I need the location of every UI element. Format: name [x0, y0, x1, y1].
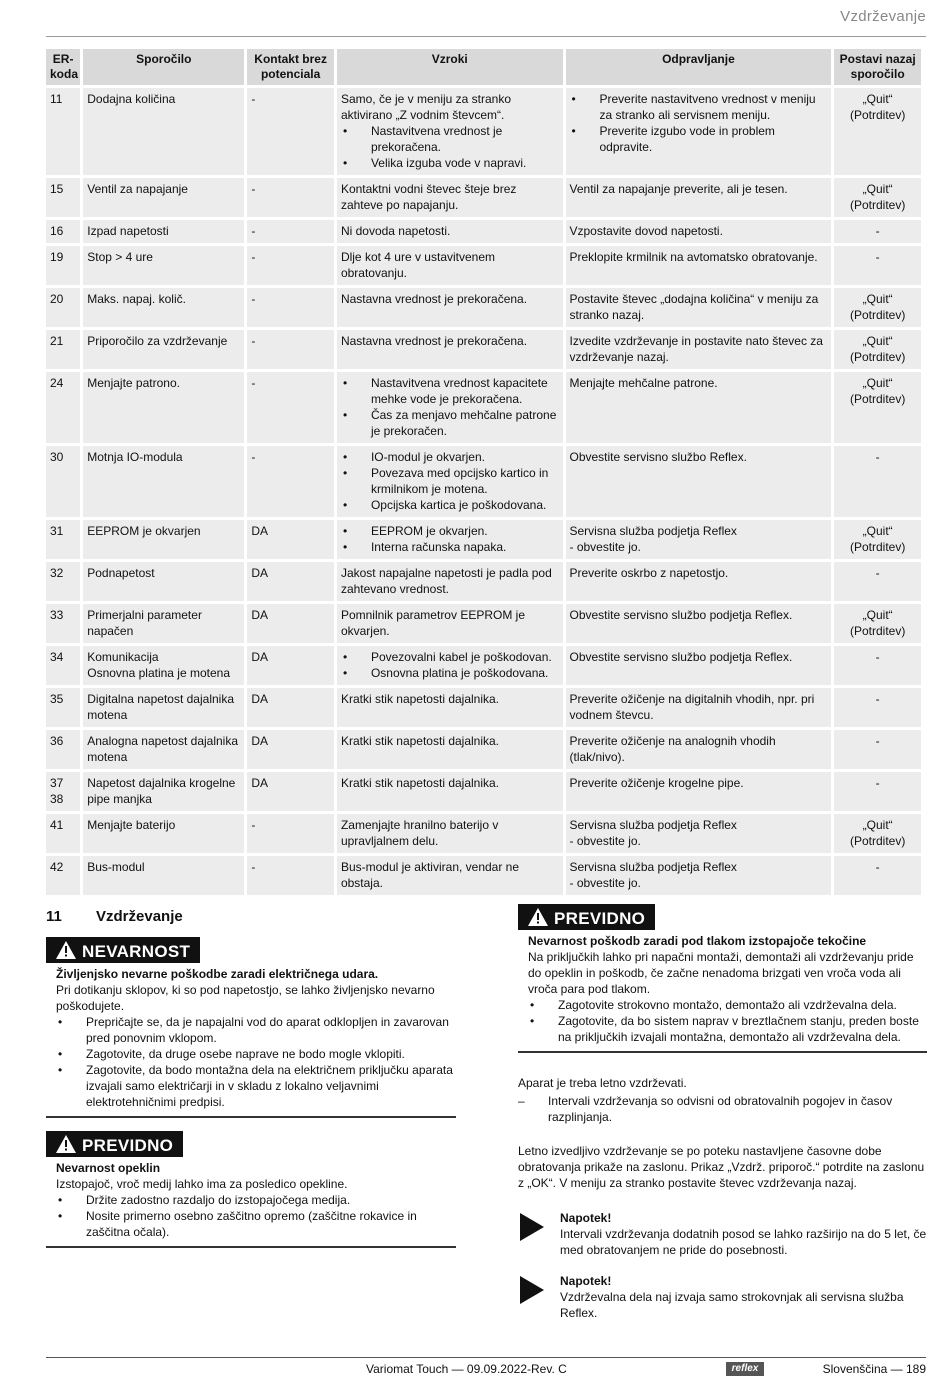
- cell-reset: -: [834, 562, 921, 601]
- maintenance-body: [518, 1075, 928, 1191]
- cell-fix: [566, 646, 832, 685]
- cell-reset: „Quit“ (Potrditev): [834, 520, 921, 559]
- list-item: • Preverite nastavitveno vrednost v meniju za stranko ali servisnem meniju.: [570, 91, 828, 123]
- fix-text: Vzpostavite dovod napetosti.: [569, 224, 723, 238]
- fix-text: Preklopite krmilnik na avtomatsko obratovanje.: [569, 250, 818, 264]
- body-paragraph: Letno izvedljivo vzdrževanje se po poteku nastavljene časovne dobe obratovanja prikaže na zaslonu. Prikaz „Vzdrž. priporoč.“ potrdite na zaslonu z „OK“. V meniju za stranko postavite števec vzdrževanja nazaj.: [518, 1144, 925, 1190]
- cause-text: Ni dovoda napetosti.: [340, 224, 451, 238]
- warning-triangle-icon: [528, 908, 548, 926]
- danger-label: NEVARNOST: [82, 942, 191, 961]
- cell-fix: [566, 520, 832, 559]
- cell-fix: [566, 372, 832, 443]
- table-row: [46, 446, 921, 517]
- section-heading: [46, 908, 183, 925]
- cell-causes: [337, 856, 563, 895]
- footer-page: Slovenščina — 189: [822, 1362, 926, 1376]
- cell-causes: [337, 446, 563, 517]
- burn-badge: [46, 1131, 183, 1157]
- list-item: • Nosite primerno osebno zaščitno opremo (zaščitne rokavice in zaščitna očala).: [56, 1208, 456, 1240]
- table-row: [46, 646, 921, 685]
- col-header-contact: Kontakt brez potenciala: [247, 49, 334, 85]
- fix-text: Obvestite servisno službo podjetja Reflex.: [569, 650, 793, 664]
- cell-causes: [337, 288, 563, 327]
- cell-message: Digitalna napetost dajalnika motena: [83, 688, 244, 727]
- list-item: • Osnovna platina je poškodovana.: [341, 665, 559, 681]
- fix-text: Preverite ožičenje krogelne pipe.: [569, 776, 744, 790]
- list-item: • Velika izguba vode v napravi.: [341, 155, 559, 171]
- table-row: [46, 88, 921, 175]
- cell-causes: [337, 646, 563, 685]
- cause-text: Nastavna vrednost je prekoračena.: [340, 334, 528, 348]
- cell-code: 36: [46, 730, 80, 769]
- cell-contact: DA: [247, 646, 334, 685]
- list-item: • Zagotovite strokovno montažo, demontažo ali vzdrževalna dela.: [528, 997, 927, 1013]
- table-row: [46, 246, 921, 285]
- list-item: • Preverite izgubo vode in problem odpravite.: [570, 123, 828, 155]
- section-title: Vzdrževanje: [96, 908, 183, 925]
- list-item: • EEPROM je okvarjen.: [341, 523, 559, 539]
- table-row: [46, 772, 921, 811]
- footer-doc: Variomat Touch — 09.09.2022-Rev. C: [366, 1362, 567, 1376]
- cell-contact: -: [247, 446, 334, 517]
- page-header-title: Vzdrževanje: [840, 8, 926, 25]
- cause-text: Samo, če je v meniju za stranko aktivirano „Z vodnim števcem“.: [340, 92, 512, 122]
- cell-message: Priporočilo za vzdrževanje: [83, 330, 244, 369]
- burn-list: [56, 1192, 456, 1240]
- cell-causes: [337, 88, 563, 175]
- cell-code: 42: [46, 856, 80, 895]
- cell-message: Bus-modul: [83, 856, 244, 895]
- warning-triangle-icon: [56, 1135, 76, 1153]
- cell-fix: [566, 772, 832, 811]
- cell-reset: „Quit“ (Potrditev): [834, 814, 921, 853]
- note-title: Napotek!: [560, 1211, 612, 1225]
- cell-message: Menjajte patrono.: [83, 372, 244, 443]
- pressure-label: PREVIDNO: [554, 909, 646, 928]
- cell-reset: -: [834, 688, 921, 727]
- list-item: • Zagotovite, da druge osebe naprave ne bodo mogle vklopiti.: [56, 1046, 456, 1062]
- cell-contact: -: [247, 372, 334, 443]
- cell-code: 33: [46, 604, 80, 643]
- fix-text: Servisna služba podjetja Reflex - obvestite jo.: [569, 860, 737, 890]
- note-title: Napotek!: [560, 1274, 612, 1288]
- note-block: [518, 1210, 928, 1258]
- list-item: • Povezovalni kabel je poškodovan.: [341, 649, 559, 665]
- cell-code: 21: [46, 330, 80, 369]
- cell-causes: [337, 562, 563, 601]
- cell-code: 16: [46, 220, 80, 243]
- fix-text: Obvestite servisno službo Reflex.: [569, 450, 747, 464]
- cell-contact: -: [247, 330, 334, 369]
- cause-text: Nastavna vrednost je prekoračena.: [340, 292, 528, 306]
- fix-text: Servisna služba podjetja Reflex - obvestite jo.: [569, 524, 737, 554]
- burn-label: PREVIDNO: [82, 1136, 174, 1155]
- cause-text: Zamenjajte hranilno baterijo v upravljalnem delu.: [340, 818, 499, 848]
- cause-list: [341, 123, 559, 171]
- table-row: [46, 520, 921, 559]
- danger-text: Pri dotikanju sklopov, ki so pod napetostjo, se lahko življenjsko nevarno poškodujete.: [56, 983, 435, 1013]
- danger-badge: [46, 937, 200, 963]
- cell-message: Menjajte baterijo: [83, 814, 244, 853]
- fix-list: [570, 91, 828, 155]
- cell-causes: [337, 520, 563, 559]
- pressure-list: [528, 997, 927, 1045]
- fix-text: Servisna služba podjetja Reflex - obvestite jo.: [569, 818, 737, 848]
- header-divider: [46, 36, 926, 37]
- cell-fix: [566, 246, 832, 285]
- cell-message: Izpad napetosti: [83, 220, 244, 243]
- cause-text: Kratki stik napetosti dajalnika.: [340, 776, 500, 790]
- table-row: [46, 178, 921, 217]
- cause-list: [341, 375, 559, 439]
- footer-divider: [46, 1357, 926, 1358]
- cell-code: 32: [46, 562, 80, 601]
- list-item: • Prepričajte se, da je napajalni vod do aparat odklopljen in zavarovan pred ponovnim vklopom.: [56, 1014, 456, 1046]
- cell-fix: [566, 88, 832, 175]
- cell-reset: „Quit“ (Potrditev): [834, 178, 921, 217]
- cell-message: Motnja IO-modula: [83, 446, 244, 517]
- cause-list: [341, 449, 559, 513]
- table-row: [46, 562, 921, 601]
- list-item: • Držite zadostno razdaljo do izstopajočega medija.: [56, 1192, 456, 1208]
- cell-reset: „Quit“ (Potrditev): [834, 330, 921, 369]
- table-row: [46, 604, 921, 643]
- burn-text: Izstopajoč, vroč medij lahko ima za posledico opekline.: [56, 1177, 348, 1191]
- fix-text: Izvedite vzdrževanje in postavite nato števec za vzdrževanje nazaj.: [569, 334, 823, 364]
- cause-text: Bus-modul je aktiviran, vendar ne obstaja.: [340, 860, 520, 890]
- cell-reset: -: [834, 446, 921, 517]
- cause-list: [341, 523, 559, 555]
- fix-text: Obvestite servisno službo podjetja Reflex.: [569, 608, 793, 622]
- body-dash-item: – Intervali vzdrževanja so odvisni od obratovalnih pogojev in časov razplinjanja.: [518, 1093, 928, 1125]
- cell-fix: [566, 730, 832, 769]
- cell-contact: -: [247, 288, 334, 327]
- cause-text: Dlje kot 4 ure v ustavitvenem obratovanju.: [340, 250, 496, 280]
- list-item: • Čas za menjavo mehčalne patrone je prekoračen.: [341, 407, 559, 439]
- danger-warning-box: [46, 937, 456, 1118]
- note-arrow-icon: [520, 1213, 544, 1241]
- cell-reset: -: [834, 220, 921, 243]
- cell-causes: [337, 814, 563, 853]
- col-header-message: Sporočilo: [83, 49, 244, 85]
- cell-reset: -: [834, 856, 921, 895]
- fix-text: Postavite števec „dodajna količina“ v meniju za stranko nazaj.: [569, 292, 819, 322]
- col-header-reset: Postavi nazaj sporočilo: [834, 49, 921, 85]
- cell-fix: [566, 288, 832, 327]
- cell-fix: [566, 856, 832, 895]
- list-item: • Povezava med opcijsko kartico in krmilnikom je motena.: [341, 465, 559, 497]
- cell-message: Komunikacija Osnovna platina je motena: [83, 646, 244, 685]
- list-item: • Opcijska kartica je poškodovana.: [341, 497, 559, 513]
- cell-contact: DA: [247, 730, 334, 769]
- cell-contact: DA: [247, 688, 334, 727]
- table-row: [46, 856, 921, 895]
- cell-causes: [337, 330, 563, 369]
- cell-causes: [337, 730, 563, 769]
- cell-causes: [337, 178, 563, 217]
- cell-message: Podnapetost: [83, 562, 244, 601]
- cell-code: 34: [46, 646, 80, 685]
- table-row: [46, 814, 921, 853]
- cell-message: Primerjalni parameter napačen: [83, 604, 244, 643]
- danger-title: Življenjsko nevarne poškodbe zaradi električnega udara.: [56, 967, 379, 981]
- list-item: • Zagotovite, da bo sistem naprav v breztlačnem stanju, preden boste na priključkih izvajali montažna, demontažo ali vzdrževalna dela.: [528, 1013, 927, 1045]
- cell-fix: [566, 604, 832, 643]
- warning-rule: [46, 1116, 456, 1118]
- cell-code: 35: [46, 688, 80, 727]
- burn-warning-box: [46, 1131, 456, 1248]
- table-row: [46, 730, 921, 769]
- cell-reset: „Quit“ (Potrditev): [834, 372, 921, 443]
- cell-fix: [566, 562, 832, 601]
- cell-causes: [337, 220, 563, 243]
- table-row: [46, 372, 921, 443]
- list-item: • Nastavitvena vrednost je prekoračena.: [341, 123, 559, 155]
- cause-text: Kratki stik napetosti dajalnika.: [340, 692, 500, 706]
- pressure-title: Nevarnost poškodb zaradi pod tlakom izstopajoče tekočine: [528, 934, 867, 948]
- warning-triangle-icon: [56, 941, 76, 959]
- cell-contact: -: [247, 856, 334, 895]
- table-row: [46, 288, 921, 327]
- body-paragraph: Aparat je treba letno vzdrževati.: [518, 1076, 687, 1090]
- cell-code: 31: [46, 520, 80, 559]
- warning-rule: [46, 1246, 456, 1248]
- fix-text: Preverite ožičenje na analognih vhodih (tlak/nivo).: [569, 734, 776, 764]
- fix-text: Ventil za napajanje preverite, ali je tesen.: [569, 182, 788, 196]
- cell-reset: „Quit“ (Potrditev): [834, 604, 921, 643]
- cause-text: Jakost napajalne napetosti je padla pod zahtevano vrednost.: [340, 566, 552, 596]
- table-row: [46, 220, 921, 243]
- cell-fix: [566, 220, 832, 243]
- cell-code: 19: [46, 246, 80, 285]
- cell-message: Maks. napaj. količ.: [83, 288, 244, 327]
- cell-code: 37 38: [46, 772, 80, 811]
- cell-fix: [566, 814, 832, 853]
- cause-text: Kratki stik napetosti dajalnika.: [340, 734, 500, 748]
- cell-fix: [566, 330, 832, 369]
- cell-contact: -: [247, 88, 334, 175]
- cell-reset: -: [834, 246, 921, 285]
- cell-reset: -: [834, 730, 921, 769]
- cell-contact: -: [247, 246, 334, 285]
- table-row: [46, 330, 921, 369]
- cell-contact: DA: [247, 520, 334, 559]
- fix-text: Preverite ožičenje na digitalnih vhodih, npr. pri vodnem števcu.: [569, 692, 815, 722]
- table-header-row: [46, 49, 921, 85]
- cell-contact: -: [247, 178, 334, 217]
- fix-text: Menjajte mehčalne patrone.: [569, 376, 718, 390]
- cell-code: 11: [46, 88, 80, 175]
- note-text: Intervali vzdrževanja dodatnih posod se lahko razširijo na do 5 let, če med obratovanjem ne pride do posebnosti.: [560, 1227, 927, 1257]
- pressure-text: Na priključkih lahko pri napačni montaži, demontaži ali vzdrževanju pride do opeklin in poškodb, če začne nenadoma brizgati ven vroča voda ali vroča para pod tlakom.: [528, 950, 914, 996]
- cell-fix: [566, 178, 832, 217]
- cell-reset: „Quit“ (Potrditev): [834, 288, 921, 327]
- cell-causes: [337, 688, 563, 727]
- cell-code: 24: [46, 372, 80, 443]
- cell-reset: -: [834, 646, 921, 685]
- cell-code: 15: [46, 178, 80, 217]
- reflex-logo: reflex: [726, 1362, 764, 1376]
- fix-text: Preverite oskrbo z napetostjo.: [569, 566, 729, 580]
- cell-fix: [566, 446, 832, 517]
- cause-text: Pomnilnik parametrov EEPROM je okvarjen.: [340, 608, 525, 638]
- cell-causes: [337, 772, 563, 811]
- cell-causes: [337, 246, 563, 285]
- cell-message: Dodajna količina: [83, 88, 244, 175]
- cause-text: Kontaktni vodni števec šteje brez zahteve po napajanju.: [340, 182, 517, 212]
- cell-message: Ventil za napajanje: [83, 178, 244, 217]
- cell-contact: -: [247, 814, 334, 853]
- note-arrow-icon: [520, 1276, 544, 1304]
- cell-reset: „Quit“ (Potrditev): [834, 88, 921, 175]
- note-text: Vzdrževalna dela naj izvaja samo strokovnjak ali servisna služba Reflex.: [560, 1290, 904, 1320]
- cell-message: Stop > 4 ure: [83, 246, 244, 285]
- cell-causes: [337, 372, 563, 443]
- pressure-badge: [518, 904, 655, 930]
- list-item: • Interna računska napaka.: [341, 539, 559, 555]
- cell-fix: [566, 688, 832, 727]
- section-number: 11: [46, 908, 62, 925]
- cell-code: 41: [46, 814, 80, 853]
- col-header-causes: Vzroki: [337, 49, 563, 85]
- cell-message: Napetost dajalnika krogelne pipe manjka: [83, 772, 244, 811]
- cell-code: 20: [46, 288, 80, 327]
- list-item: • IO-modul je okvarjen.: [341, 449, 559, 465]
- cell-causes: [337, 604, 563, 643]
- list-item: • Zagotovite, da bodo montažna dela na električnem priključku aparata izvajali samo električarji in v skladu z lokalno veljavnimi elektrotehničnimi predpisi.: [56, 1062, 456, 1110]
- note-block: [518, 1273, 928, 1321]
- cell-contact: DA: [247, 772, 334, 811]
- table-row: [46, 688, 921, 727]
- danger-list: [56, 1014, 456, 1110]
- cause-list: [341, 649, 559, 681]
- cell-reset: -: [834, 772, 921, 811]
- pressure-warning-box: [518, 904, 927, 1053]
- burn-title: Nevarnost opeklin: [56, 1161, 161, 1175]
- list-item: • Nastavitvena vrednost kapacitete mehke vode je prekoračena.: [341, 375, 559, 407]
- cell-message: EEPROM je okvarjen: [83, 520, 244, 559]
- cell-contact: DA: [247, 562, 334, 601]
- error-code-table: [43, 46, 924, 898]
- cell-code: 30: [46, 446, 80, 517]
- warning-rule: [518, 1051, 927, 1053]
- cell-contact: -: [247, 220, 334, 243]
- col-header-fix: Odpravljanje: [566, 49, 832, 85]
- col-header-code: ER-koda: [46, 49, 80, 85]
- cell-message: Analogna napetost dajalnika motena: [83, 730, 244, 769]
- cell-contact: DA: [247, 604, 334, 643]
